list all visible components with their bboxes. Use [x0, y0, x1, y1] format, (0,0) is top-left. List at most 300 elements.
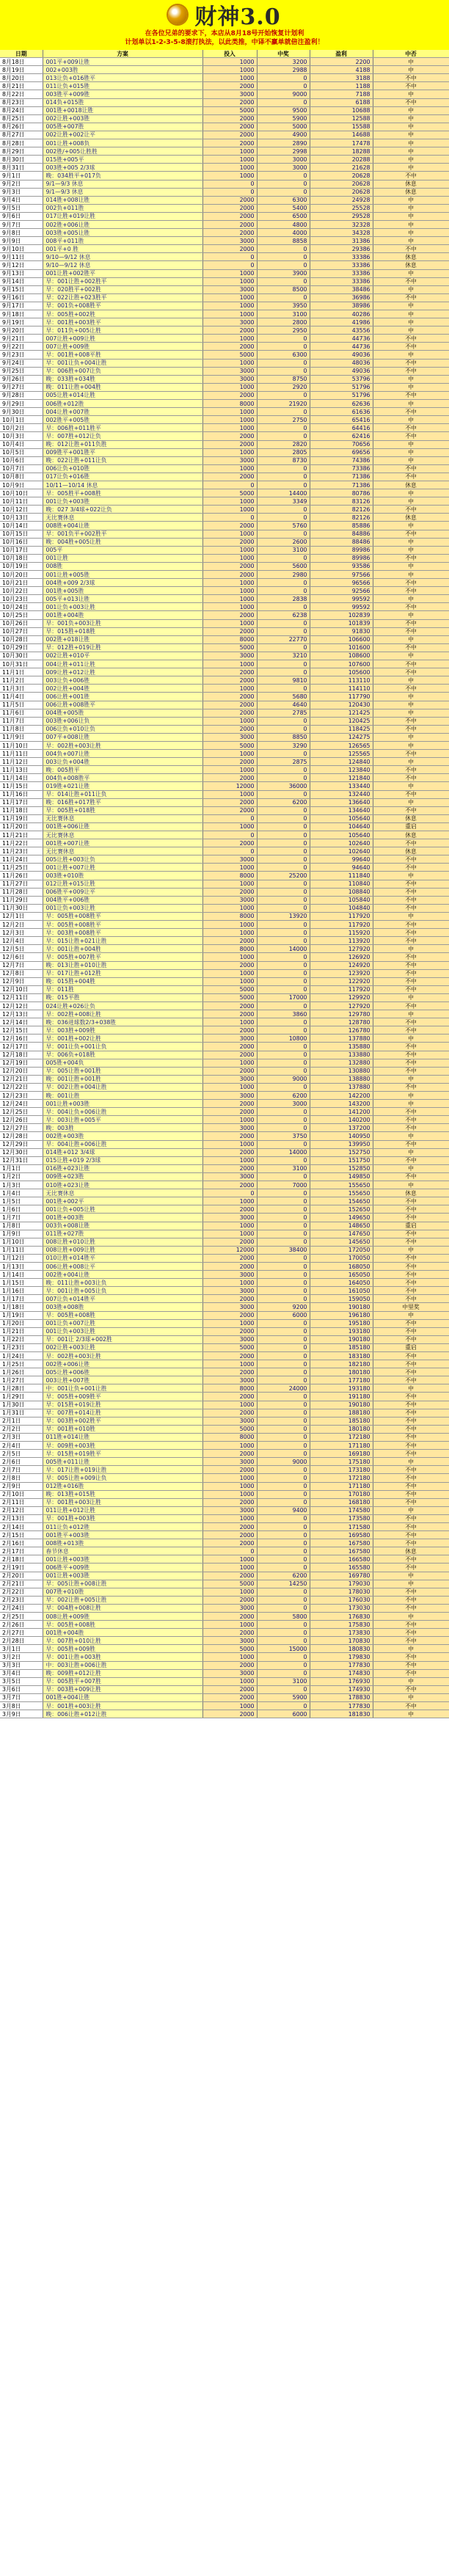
cell-prize: 8500 [257, 285, 310, 293]
cell-prize: 0 [257, 261, 310, 269]
cell-prize: 0 [257, 1026, 310, 1035]
cell-prize: 5400 [257, 204, 310, 212]
cell-plan: 011胜+014让胜 [43, 1433, 202, 1441]
cell-plan: 001让胜+002胜平 [43, 269, 202, 277]
cell-date: 2月9日 [0, 1482, 43, 1490]
table-row [0, 1547, 449, 1555]
table-row [0, 872, 449, 880]
table-row [0, 293, 449, 302]
table-row [0, 114, 449, 123]
cell-profit: 167580 [310, 1539, 373, 1547]
cell-plan: 007胜+010胜 [43, 1588, 202, 1596]
cell-profit: 190180 [310, 1401, 373, 1409]
cell-prize: 0 [257, 847, 310, 855]
cell-plan: 024让胜+026让负 [43, 1001, 202, 1010]
cell-date: 2月21日 [0, 1580, 43, 1588]
table-row [0, 1417, 449, 1425]
cell-result: 中 [373, 1075, 449, 1083]
cell-result: 不中 [373, 685, 449, 693]
cell-result: 不中 [373, 1262, 449, 1270]
cell-profit: 41986 [310, 318, 373, 326]
cell-plan: 001让胜+003胜 [43, 1572, 202, 1580]
cell-profit: 33386 [310, 269, 373, 277]
cell-plan: 005平 [43, 546, 202, 554]
table-row [0, 514, 449, 522]
cell-result: 不中 [373, 750, 449, 758]
table-row [0, 1539, 449, 1547]
cell-prize: 38400 [257, 1246, 310, 1254]
cell-profit: 191180 [310, 1393, 373, 1401]
table-row [0, 448, 449, 456]
cell-stake: 2000 [202, 611, 257, 619]
table-row [0, 635, 449, 643]
cell-plan: 017让负+016胜 [43, 472, 202, 481]
cell-date: 10月30日 [0, 652, 43, 660]
cell-date: 2月8日 [0, 1474, 43, 1482]
cell-prize: 5000 [257, 123, 310, 131]
cell-plan: 002让胜+004胜 [43, 685, 202, 693]
cell-result: 中 [373, 285, 449, 293]
cell-plan: 早：014让胜+011让负 [43, 790, 202, 798]
cell-stake: 1000 [202, 293, 257, 302]
cell-prize: 0 [257, 1653, 310, 1661]
cell-profit: 193180 [310, 1384, 373, 1393]
cell-prize: 0 [257, 822, 310, 831]
cell-result: 休息 [373, 1189, 449, 1197]
cell-result: 不中 [373, 969, 449, 977]
cell-profit: 4188 [310, 66, 373, 74]
cell-date: 12月27日 [0, 1124, 43, 1132]
cell-result: 不中 [373, 717, 449, 725]
cell-prize: 4800 [257, 220, 310, 228]
cell-plan: 002让胜+002让平 [43, 131, 202, 139]
cell-profit: 174830 [310, 1669, 373, 1677]
cell-date: 1月5日 [0, 1197, 43, 1205]
cell-stake: 3000 [202, 1075, 257, 1083]
cell-plan: 016胜+023让胜 [43, 1164, 202, 1172]
cell-prize: 0 [257, 1222, 310, 1230]
cell-plan: 004胜平+006胜 [43, 896, 202, 904]
cell-profit: 96566 [310, 579, 373, 587]
cell-profit: 33386 [310, 277, 373, 285]
cell-result: 不中 [373, 424, 449, 432]
table-row [0, 1506, 449, 1514]
cell-profit: 164050 [310, 1279, 373, 1287]
cell-date: 12月24日 [0, 1100, 43, 1108]
cell-stake: 1000 [202, 1083, 257, 1091]
cell-date: 12月8日 [0, 969, 43, 977]
cell-prize: 0 [257, 855, 310, 864]
cell-result: 中 [373, 1010, 449, 1018]
cell-prize: 0 [257, 1564, 310, 1572]
cell-prize: 3000 [257, 156, 310, 164]
table-row [0, 888, 449, 896]
table-row [0, 367, 449, 375]
table-row [0, 619, 449, 627]
cell-stake: 8000 [202, 1433, 257, 1441]
cell-profit: 139950 [310, 1140, 373, 1148]
cell-profit: 62416 [310, 432, 373, 440]
table-row [0, 1156, 449, 1164]
cell-plan: 早：001让 2/3球+002胜 [43, 1335, 202, 1343]
cell-date: 1月23日 [0, 1343, 43, 1351]
cell-result: 不中 [373, 929, 449, 937]
cell-plan: 早：017让胜+012胜 [43, 969, 202, 977]
cell-plan: 10/11—10/14 休息 [43, 481, 202, 489]
cell-stake: 3000 [202, 896, 257, 904]
table-row [0, 74, 449, 82]
cell-date: 3月4日 [0, 1669, 43, 1677]
table-row [0, 1710, 449, 1718]
cell-stake: 1000 [202, 66, 257, 74]
cell-prize: 0 [257, 1360, 310, 1368]
column-header-result: 中否 [373, 50, 449, 58]
cell-profit: 106600 [310, 635, 373, 643]
table-row [0, 1238, 449, 1246]
table-row [0, 164, 449, 172]
cell-stake: 3000 [202, 652, 257, 660]
cell-stake: 2000 [202, 1295, 257, 1303]
cell-prize: 0 [257, 1067, 310, 1075]
cell-plan: 早：002胜+003让胜 [43, 1352, 202, 1360]
cell-date: 12月12日 [0, 1001, 43, 1010]
cell-date: 8月25日 [0, 114, 43, 123]
cell-result: 不中 [373, 1522, 449, 1530]
cell-result: 休息 [373, 514, 449, 522]
cell-date: 10月25日 [0, 611, 43, 619]
cell-result: 不中 [373, 864, 449, 872]
cell-plan: 019胜+021让胜 [43, 782, 202, 790]
cell-stake: 2000 [202, 123, 257, 131]
cell-stake: 2000 [202, 1001, 257, 1010]
cell-result: 不中 [373, 1238, 449, 1246]
cell-profit: 171580 [310, 1522, 373, 1530]
cell-stake: 2000 [202, 1051, 257, 1059]
cell-profit: 71386 [310, 481, 373, 489]
cell-prize: 0 [257, 245, 310, 253]
cell-stake: 2000 [202, 1498, 257, 1506]
cell-stake: 3000 [202, 1637, 257, 1645]
cell-date: 10月1日 [0, 416, 43, 424]
cell-stake: 2000 [202, 1572, 257, 1580]
cell-plan: 001胜+004胜 [43, 611, 202, 619]
table-row [0, 1661, 449, 1669]
table-row [0, 750, 449, 758]
cell-result: 不中 [373, 953, 449, 961]
cell-result: 不中 [373, 1425, 449, 1433]
cell-result: 不中 [373, 1604, 449, 1612]
cell-plan: 001让负+007让胜 [43, 1319, 202, 1327]
cell-profit: 171180 [310, 1482, 373, 1490]
table-row [0, 774, 449, 782]
cell-plan: 003胜+006让负 [43, 717, 202, 725]
cell-date: 12月6日 [0, 953, 43, 961]
cell-prize: 22770 [257, 635, 310, 643]
cell-stake: 2000 [202, 1148, 257, 1156]
cell-date: 10月26日 [0, 619, 43, 627]
cell-prize: 0 [257, 668, 310, 676]
cell-prize: 0 [257, 969, 310, 977]
cell-prize: 0 [257, 717, 310, 725]
cell-prize: 0 [257, 750, 310, 758]
cell-profit: 180180 [310, 1425, 373, 1433]
cell-result: 不中 [373, 790, 449, 798]
cell-stake: 5000 [202, 1425, 257, 1433]
table-row [0, 1303, 449, 1311]
cell-profit: 104840 [310, 904, 373, 912]
cell-result: 不中 [373, 506, 449, 514]
table-row [0, 1629, 449, 1637]
cell-plan: 早：001胜+010胜 [43, 1425, 202, 1433]
cell-prize: 0 [257, 725, 310, 733]
cell-profit: 195180 [310, 1319, 373, 1327]
cell-prize: 0 [257, 1669, 310, 1677]
cell-plan: 早：001让负+001让负 [43, 1043, 202, 1051]
table-row [0, 831, 449, 839]
cell-prize: 0 [257, 424, 310, 432]
cell-date: 11月7日 [0, 717, 43, 725]
cell-stake: 2000 [202, 82, 257, 90]
cell-result: 不中 [373, 1156, 449, 1164]
cell-stake: 3000 [202, 1214, 257, 1222]
cell-result: 中 [373, 635, 449, 643]
cell-stake: 3000 [202, 1092, 257, 1100]
cell-result: 中 [373, 1580, 449, 1588]
cell-profit: 62636 [310, 400, 373, 408]
cell-date: 1月20日 [0, 1319, 43, 1327]
table-row [0, 196, 449, 204]
cell-date: 8月29日 [0, 147, 43, 156]
cell-prize: 14000 [257, 1148, 310, 1156]
cell-plan: 007让负+014胜平 [43, 1295, 202, 1303]
cell-date: 1月28日 [0, 1384, 43, 1393]
cell-prize: 0 [257, 1230, 310, 1238]
cell-plan: 9/10—9/12 休息 [43, 253, 202, 261]
cell-profit: 93586 [310, 562, 373, 570]
cell-profit: 137880 [310, 1083, 373, 1091]
cell-profit: 17478 [310, 139, 373, 147]
cell-date: 12月18日 [0, 1051, 43, 1059]
table-row [0, 359, 449, 367]
table-row [0, 1352, 449, 1360]
cell-prize: 0 [257, 1637, 310, 1645]
cell-date: 9月6日 [0, 212, 43, 220]
cell-stake: 1000 [202, 497, 257, 506]
cell-prize: 5900 [257, 1693, 310, 1701]
cell-result: 中 [373, 758, 449, 766]
table-row [0, 538, 449, 546]
cell-profit: 43556 [310, 326, 373, 335]
cell-profit: 196180 [310, 1311, 373, 1319]
cell-profit: 183180 [310, 1352, 373, 1360]
cell-result: 中 [373, 114, 449, 123]
cell-result: 不中 [373, 1653, 449, 1661]
table-row [0, 1555, 449, 1564]
cell-profit: 14688 [310, 131, 373, 139]
cell-stake: 2000 [202, 1010, 257, 1018]
cell-profit: 110840 [310, 880, 373, 888]
cell-date: 11月13日 [0, 766, 43, 774]
cell-plan: 中：001让负+001让胜 [43, 1384, 202, 1393]
cell-prize: 0 [257, 367, 310, 375]
cell-profit: 173580 [310, 1514, 373, 1522]
cell-date: 1月6日 [0, 1205, 43, 1214]
cell-plan: 早：015让胜+021让胜 [43, 937, 202, 945]
cell-plan: 早：001胜+003胜平 [43, 318, 202, 326]
cell-profit: 173030 [310, 1604, 373, 1612]
table-row [0, 611, 449, 619]
cell-prize: 0 [257, 359, 310, 367]
cell-date: 3月7日 [0, 1693, 43, 1701]
cell-date: 1月26日 [0, 1368, 43, 1376]
cell-prize: 0 [257, 1661, 310, 1669]
cell-profit: 141200 [310, 1108, 373, 1116]
cell-date: 11月3日 [0, 685, 43, 693]
cell-plan: 晚：012让胜+011负胜 [43, 440, 202, 448]
cell-stake: 1000 [202, 277, 257, 285]
cell-prize: 0 [257, 1604, 310, 1612]
cell-date: 11月12日 [0, 758, 43, 766]
cell-profit: 165580 [310, 1564, 373, 1572]
cell-stake: 1000 [202, 546, 257, 554]
cell-result: 中 [373, 1677, 449, 1685]
cell-plan: 晚：003胜 [43, 1124, 202, 1132]
cell-date: 1月15日 [0, 1279, 43, 1287]
cell-date: 12月30日 [0, 1148, 43, 1156]
cell-result: 中 [373, 676, 449, 685]
cell-date: 10月17日 [0, 546, 43, 554]
cell-prize: 0 [257, 1043, 310, 1051]
cell-prize: 0 [257, 180, 310, 188]
table-row [0, 904, 449, 912]
cell-plan: 早：001让胜+004胜 [43, 945, 202, 953]
cell-plan: 015让胜+019 2/3球 [43, 1156, 202, 1164]
cell-profit: 89986 [310, 546, 373, 554]
cell-date: 9月7日 [0, 220, 43, 228]
cell-plan: 早：001让胜+003胜 [43, 1653, 202, 1661]
cell-profit: 120430 [310, 701, 373, 709]
cell-date: 2月12日 [0, 1506, 43, 1514]
cell-prize: 0 [257, 481, 310, 489]
cell-plan: 015胜+005平 [43, 156, 202, 164]
cell-date: 3月9日 [0, 1710, 43, 1718]
cell-prize: 9400 [257, 1506, 310, 1514]
cell-plan: 002+003胜 [43, 66, 202, 74]
cell-result: 中 [373, 416, 449, 424]
cell-profit: 113110 [310, 676, 373, 685]
cell-profit: 170050 [310, 1254, 373, 1262]
cell-stake: 1000 [202, 1222, 257, 1230]
cell-plan: 001胜平+003胜 [43, 1531, 202, 1539]
table-row [0, 1116, 449, 1124]
cell-prize: 3290 [257, 741, 310, 749]
cell-plan: 早：005胜+009胜 [43, 1645, 202, 1653]
cell-prize: 3950 [257, 302, 310, 310]
table-row [0, 1522, 449, 1530]
cell-prize: 0 [257, 1547, 310, 1555]
cell-result: 不中 [373, 904, 449, 912]
table-row [0, 562, 449, 570]
cell-date: 9月9日 [0, 237, 43, 245]
cell-stake: 1000 [202, 530, 257, 538]
cell-plan: 006让负+010让负 [43, 725, 202, 733]
cell-stake: 0 [202, 847, 257, 855]
table-row [0, 1124, 449, 1132]
cell-date: 3月8日 [0, 1702, 43, 1710]
cell-date: 2月2日 [0, 1425, 43, 1433]
cell-plan: 早：001负+008胜平 [43, 302, 202, 310]
cell-prize: 0 [257, 472, 310, 481]
cell-stake: 2000 [202, 1311, 257, 1319]
cell-plan: 早：001让胜+002胜平 [43, 277, 202, 285]
cell-stake: 1000 [202, 156, 257, 164]
cell-profit: 169180 [310, 1450, 373, 1458]
cell-prize: 0 [257, 1254, 310, 1262]
cell-plan: 001胜+002平 [43, 1197, 202, 1205]
cell-date: 2月7日 [0, 1466, 43, 1474]
cell-profit: 20628 [310, 188, 373, 196]
cell-plan: 001胜+005胜 [43, 587, 202, 595]
cell-profit: 40286 [310, 310, 373, 318]
cell-result: 中 [373, 701, 449, 709]
cell-result: 中 [373, 90, 449, 98]
cell-prize: 0 [257, 977, 310, 985]
table-row [0, 896, 449, 904]
cell-stake: 1000 [202, 1018, 257, 1026]
cell-stake: 1000 [202, 904, 257, 912]
cell-stake: 1000 [202, 554, 257, 562]
cell-result: 不中 [373, 1172, 449, 1181]
cell-date: 8月30日 [0, 156, 43, 164]
cell-prize: 0 [257, 1001, 310, 1010]
cell-result: 不中 [373, 1271, 449, 1279]
cell-prize: 0 [257, 603, 310, 611]
cell-stake: 2000 [202, 1108, 257, 1116]
cell-plan: 001平+009让胜 [43, 58, 202, 66]
cell-stake: 2000 [202, 139, 257, 147]
cell-stake: 2000 [202, 1409, 257, 1417]
table-row [0, 717, 449, 725]
cell-prize: 9500 [257, 106, 310, 114]
cell-prize: 0 [257, 1059, 310, 1067]
cell-stake: 8000 [202, 945, 257, 953]
table-row [0, 58, 449, 66]
cell-prize: 0 [257, 1376, 310, 1384]
cell-prize: 9000 [257, 1075, 310, 1083]
cell-prize: 5760 [257, 522, 310, 530]
cell-plan: 001胜+0018让胜 [43, 106, 202, 114]
table-row [0, 310, 449, 318]
cell-profit: 33386 [310, 253, 373, 261]
cell-date: 9月16日 [0, 293, 43, 302]
cell-stake: 0 [202, 831, 257, 839]
cell-prize: 17000 [257, 993, 310, 1001]
table-row [0, 489, 449, 497]
cell-plan: 010胜+023让胜 [43, 1181, 202, 1189]
cell-stake: 2000 [202, 1100, 257, 1108]
cell-date: 11月11日 [0, 750, 43, 758]
cell-plan: 007让胜+009胜 [43, 343, 202, 351]
cell-plan: 001让负+003胜 [43, 497, 202, 506]
cell-prize: 0 [257, 188, 310, 196]
cell-date: 9月17日 [0, 302, 43, 310]
table-row [0, 131, 449, 139]
cell-stake: 5000 [202, 985, 257, 993]
cell-plan: 001平+0 胜 [43, 245, 202, 253]
cell-plan: 晚：001让胜+001胜 [43, 1075, 202, 1083]
cell-result: 不中 [373, 766, 449, 774]
cell-plan: 002胜+006让胜 [43, 220, 202, 228]
